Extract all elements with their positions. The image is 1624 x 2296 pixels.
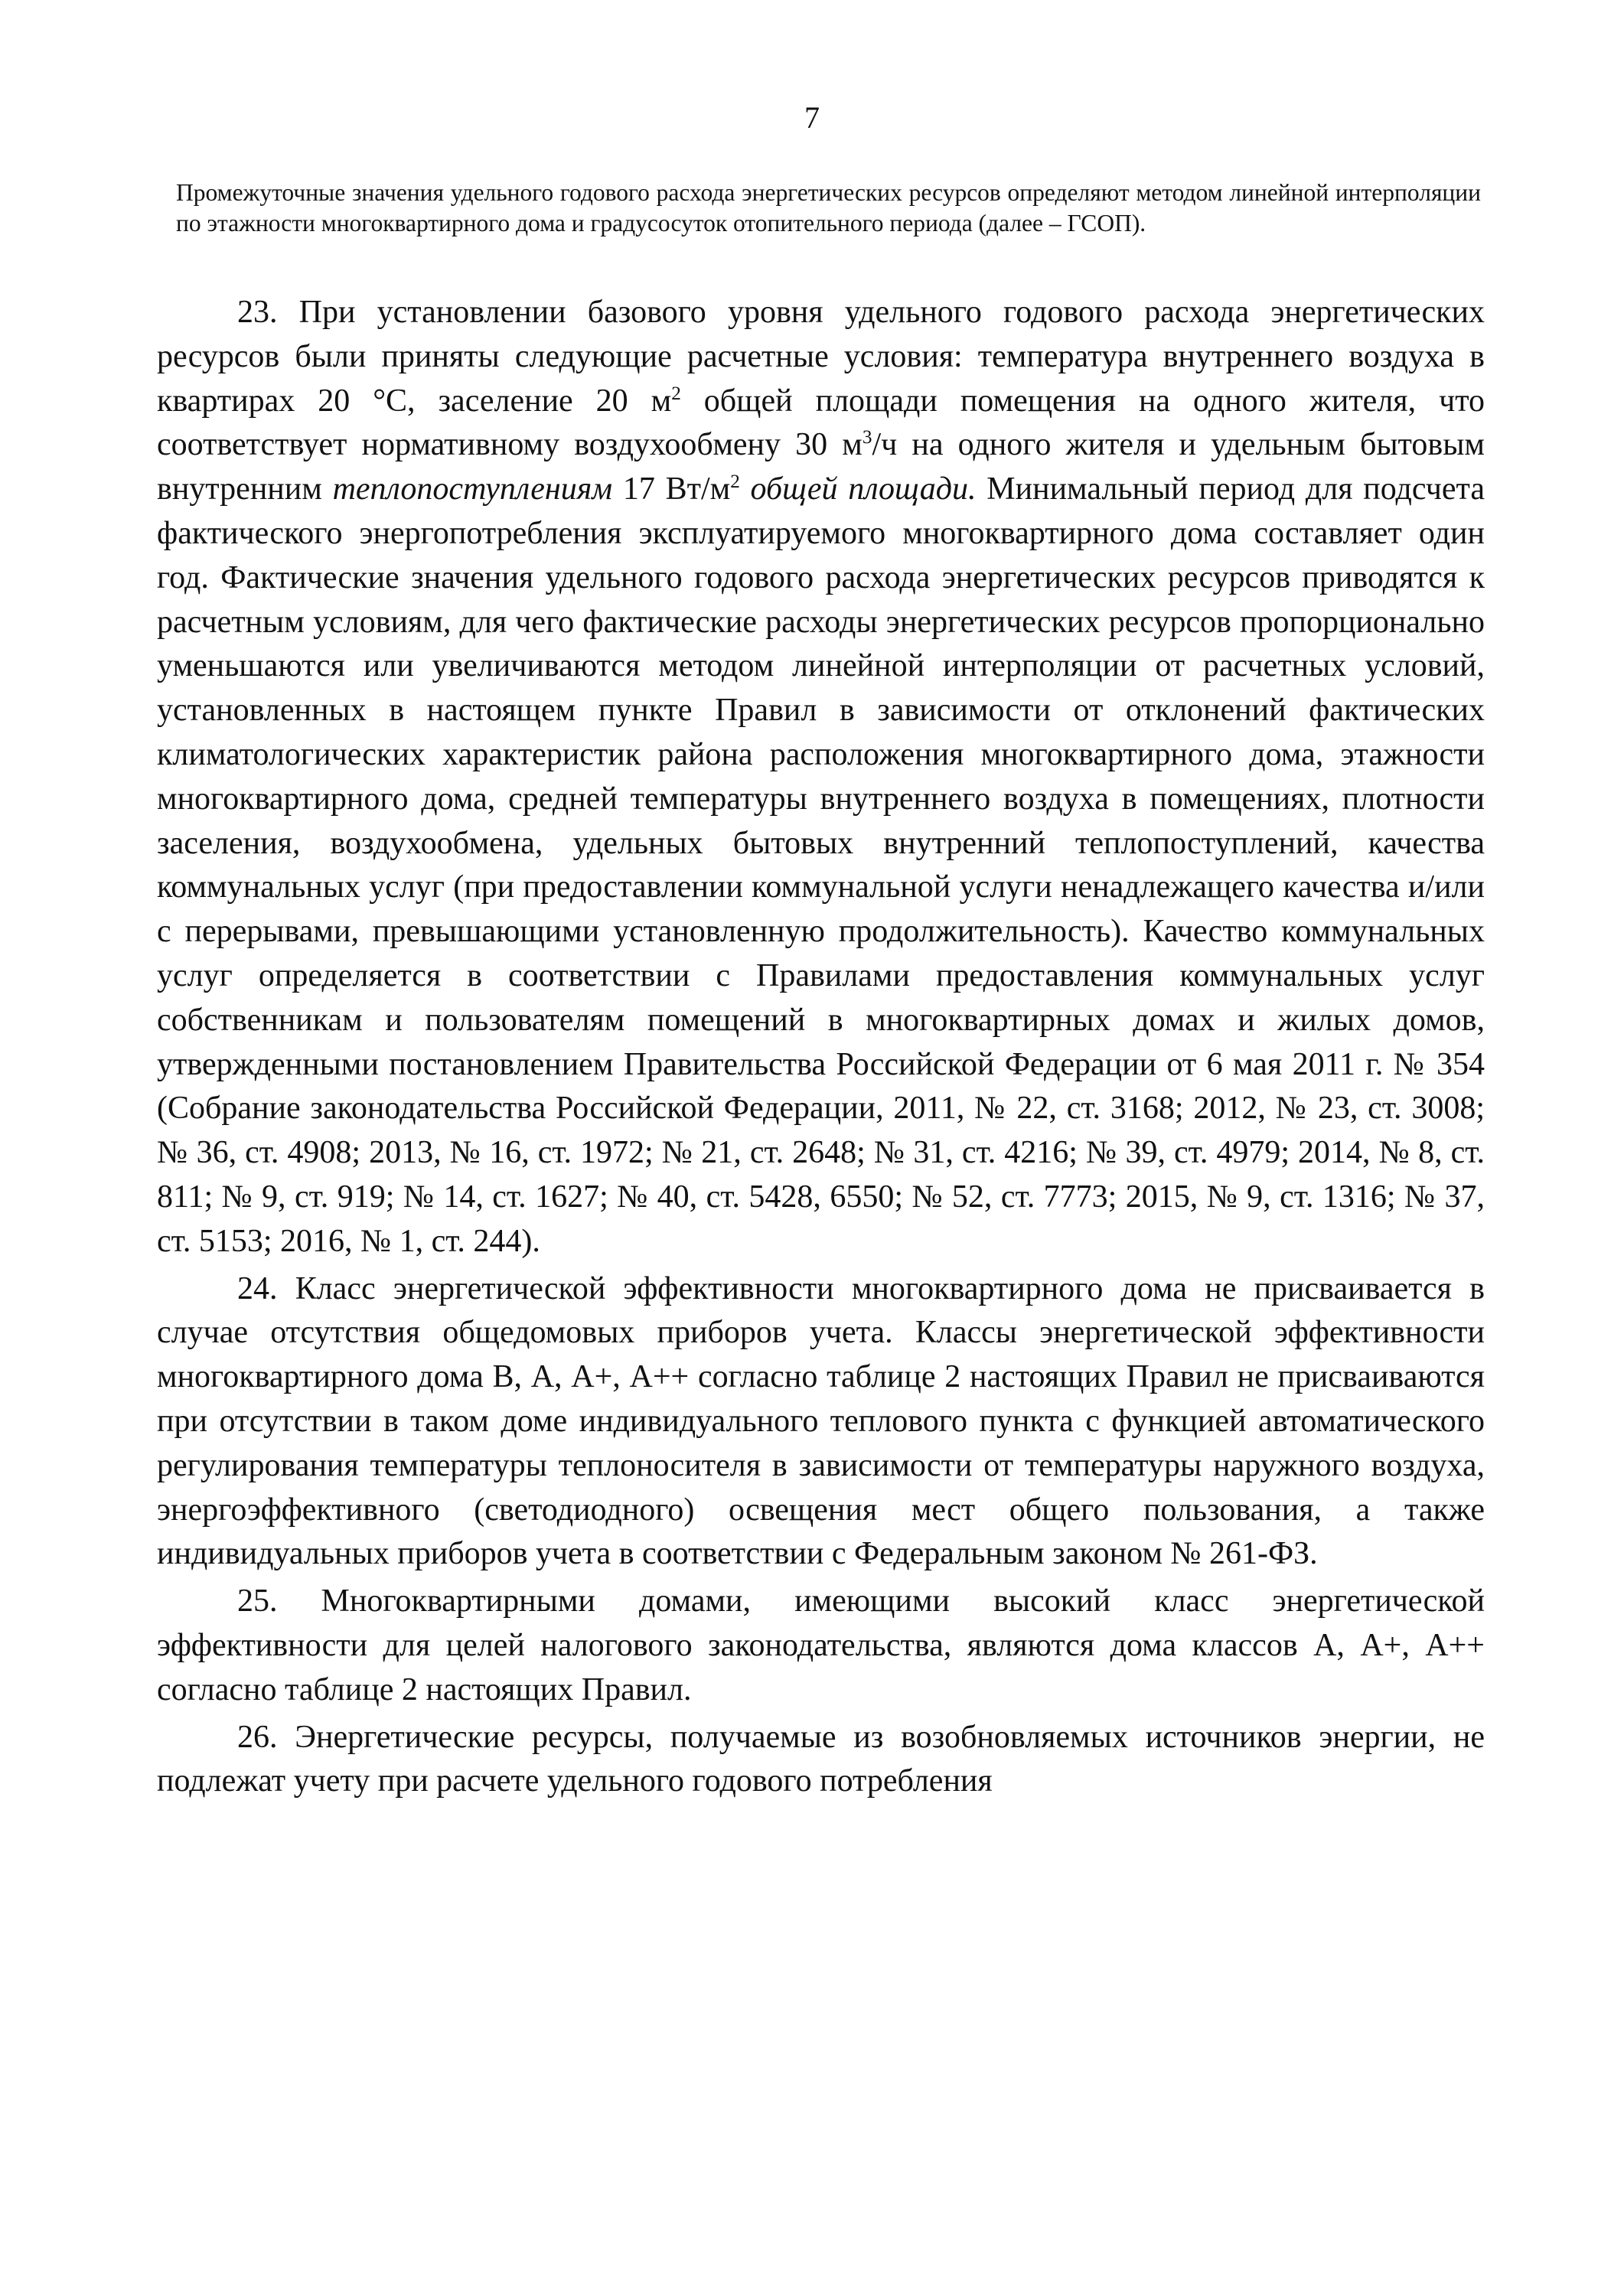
paragraph-23-text-5: Минимальный период для подсчета фактического энергопотребления эксплуатируемого многоквартирного дома составляет один год. Фактические значения удельного годового расхода энергетических ресурсов приводятся к расчетным условиям, для чего фактические расходы энергетических ресурсов пропорционально уменьшаются или увеличиваются методом линейной интерполяции от расчетных условий, установленных в настоящем пункте Правил в зависимости от отклонений фактических климатологических характеристик района расположения многоквартирного дома, этажности многоквартирного дома, средней температуры внутреннего воздуха в помещениях, плотности заселения, воздухообмена, удельных бытовых внутренний теплопоступлений, качества коммунальных услуг (при предоставлении коммунальной услуги ненадлежащего качества и/или с перерывами, превышающими установленную продолжительность). Качество коммунальных услуг определяется в соответствии с Правилами предоставления коммунальных услуг собственникам и пользователям помещений в многоквартирных домах и жилых домов, утвержденными постановлением Правительства Российской Федерации от 6 мая 2011 г. № 354 (Собрание законодательства Российской Федерации, 2011, № 22, ст. 3168; 2012, № 23, ст. 3008; № 36, ст. 4908; 2013, № 16, ст. 1972; № 21, ст. 2648; № 31, ст. 4216; № 39, ст. 4979; 2014, № 8, ст. 811; № 9, ст. 919; № 14, ст. 1627; № 40, ст. 5428, 6550; № 52, ст. 7773; 2015, № 9, ст. 1316; № 37, ст. 5153; 2016, № 1, ст. 244). [157, 471, 1485, 1259]
superscript-cubic: 3 [862, 427, 872, 448]
paragraph-23-italic-2: общей площади. [739, 471, 977, 507]
superscript-square-2: 2 [730, 471, 740, 493]
paragraph-25: 25. Многоквартирными домами, имеющими высокий класс энергетической эффективности для целей налогового законодательства, являются дома классов А, А+, А++ согласно таблице 2 настоящих Правил. [157, 1583, 1485, 1707]
document-body [157, 291, 1485, 1804]
paragraph-23 [157, 291, 1485, 1264]
paragraph-23-text-1: 23. При установлении базового уровня удельного годового расхода энергетических ресурсов были приняты следующие расчетные условия: температура внутреннего воздуха в квартирах 20 °С, заселение 20 м [157, 295, 1485, 419]
paragraph-23-text-2: общей площади помещения на одного жителя, что соответствует нормативному воздухообмену 30 м [157, 383, 1485, 463]
paragraph-23-italic-1: теплопоступлениям [332, 471, 613, 507]
paragraph-26: 26. Энергетические ресурсы, получаемые из возобновляемых источников энергии, не подлежат учету при расчете удельного годового потребления [157, 1719, 1485, 1799]
paragraph-23-text-4: 17 Вт/м [612, 471, 731, 507]
paragraph-24: 24. Класс энергетической эффективности многоквартирного дома не присваивается в случае отсутствия общедомовых приборов учета. Классы энергетической эффективности многоквартирного дома В, А, А+, А++ согласно таблице 2 настоящих Правил не присваиваются при отсутствии в таком доме индивидуального теплового пункта с функцией автоматического регулирования температуры теплоносителя в зависимости от температуры наружного воздуха, энергоэффективного (светодиодного) освещения мест общего пользования, а также индивидуальных приборов учета в соответствии с Федеральным законом № 261-ФЗ. [157, 1270, 1485, 1572]
page-number: 7 [804, 100, 820, 135]
preamble-paragraph: Промежуточные значения удельного годового расхода энергетических ресурсов определяют методом линейной интерполяции по этажности многоквартирного дома и градусосуток отопительного периода (далее – ГСОП). [176, 179, 1481, 236]
superscript-square: 2 [671, 383, 681, 404]
paragraph-23-text-3: /ч на одного жителя и удельным бытовым внутренним [157, 427, 1485, 507]
